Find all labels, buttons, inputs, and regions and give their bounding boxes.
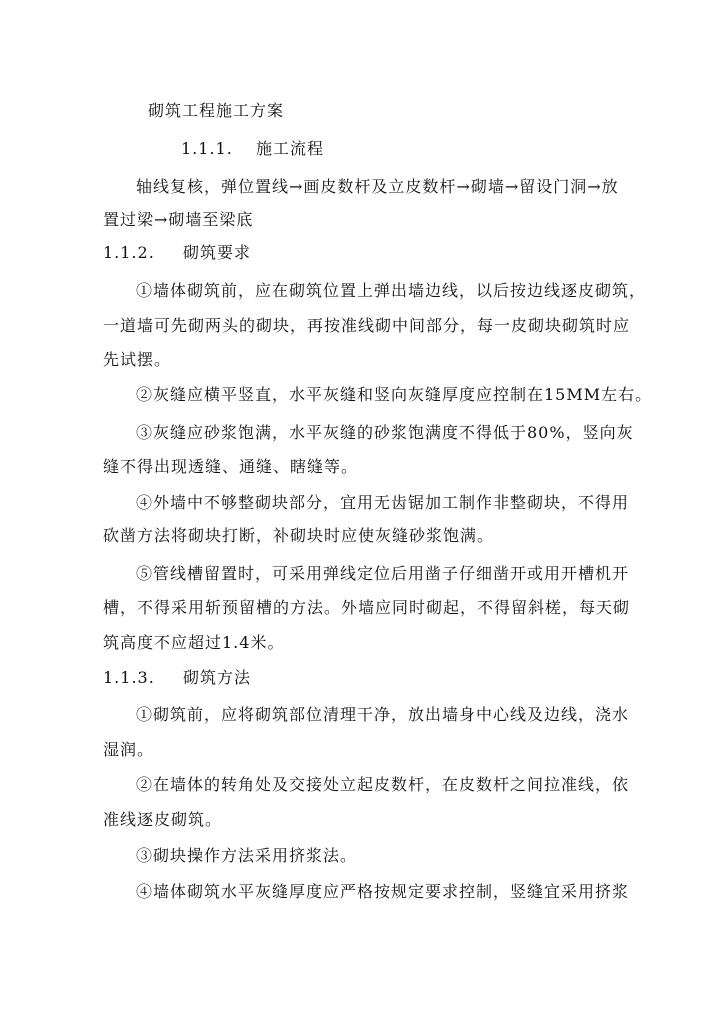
paragraph-line: 一道墙可先砌两头的砌块，再按准线砌中间部分，每一皮砌块砌筑时应 [103, 316, 631, 335]
paragraph-line: ③砌块操作方法采用挤浆法。 [136, 846, 358, 865]
paragraph-line: ②在墙体的转角处及交接处立起皮数杆，在皮数杆之间拉准线，依 [136, 775, 630, 794]
paragraph-line: 湿润。 [103, 740, 155, 759]
paragraph-line: 槽，不得采用斩预留槽的方法。外墙应同时砌起，不得留斜槎，每天砌 [103, 598, 631, 617]
paragraph-line: 先试摆。 [103, 350, 172, 369]
section-heading-1-1-1 [181, 139, 324, 159]
paragraph-line: ②灰缝应横平竖直，水平灰缝和竖向灰缝厚度应控制在15MM左右。 [136, 385, 653, 404]
section-number: 1.1.2. [103, 243, 155, 262]
section-title: 砌筑方法 [183, 668, 252, 687]
paragraph-line: ④墙体砌筑水平灰缝厚度应严格按规定要求控制，竖缝宜采用挤浆 [136, 882, 630, 901]
paragraph-line: ①砌筑前，应将砌筑部位清理干净，放出墙身中心线及边线，浇水 [136, 705, 630, 724]
paragraph-line: ⑤管线槽留置时，可采用弹线定位后用凿子仔细凿开或用开槽机开 [136, 564, 630, 583]
section-number: 1.1.1. [181, 139, 233, 158]
paragraph-line: ①墙体砌筑前，应在砌筑位置上弹出墙边线，以后按边线逐皮砌筑， [136, 281, 647, 300]
paragraph-line: ③灰缝应砂浆饱满，水平灰缝的砂浆饱满度不得低于80%，竖向灰 [136, 423, 634, 442]
paragraph-line: 准线逐皮砌筑。 [103, 810, 223, 829]
section-heading-1-1-3 [103, 668, 251, 688]
section-number: 1.1.3. [103, 668, 155, 687]
paragraph-line: ④外墙中不够整砌块部分，宜用无齿锯加工制作非整砌块，不得用 [136, 493, 630, 512]
paragraph-line: 轴线复核，弹位置线→画皮数杆及立皮数杆→砌墙→留设门洞→放 [136, 177, 619, 196]
paragraph-line: 砍凿方法将砌块打断，补砌块时应使灰缝砂浆饱满。 [103, 526, 495, 545]
paragraph-line: 筑高度不应超过1.4米。 [103, 633, 285, 652]
section-heading-1-1-2 [103, 243, 251, 263]
section-title: 砌筑要求 [183, 243, 252, 262]
section-title: 施工流程 [256, 139, 325, 158]
paragraph-line: 置过梁→砌墙至梁底 [103, 210, 254, 229]
paragraph-line: 缝不得出现透缝、通缝、瞎缝等。 [103, 457, 359, 476]
document-title: 砌筑工程施工方案 [148, 101, 285, 120]
